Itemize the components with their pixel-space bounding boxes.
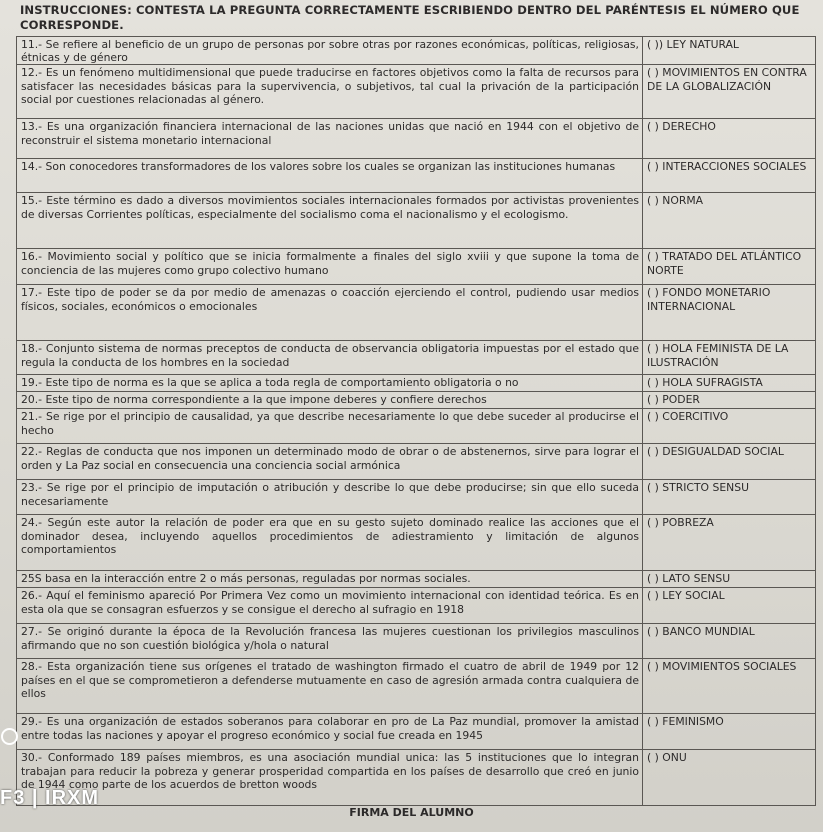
table-row bbox=[17, 588, 816, 624]
question-cell: 15.- Este término es dado a diversos movimientos sociales internacionales formados por activistas provenientes de diversas Corrientes políticas, especialmente del socialismo coma el nacionalismo y el ecologismo. bbox=[17, 193, 643, 249]
answer-cell[interactable]: ( ) LEY SOCIAL bbox=[643, 588, 816, 624]
table-row bbox=[17, 659, 816, 714]
answer-cell[interactable]: ( ) MOVIMIENTOS SOCIALES bbox=[643, 659, 816, 714]
answer-cell[interactable]: ( ) STRICTO SENSU bbox=[643, 480, 816, 515]
student-signature-label: FIRMA DEL ALUMNO bbox=[349, 806, 474, 819]
answer-cell[interactable]: ( ) HOLA FEMINISTA DE LA ILUSTRACIÓN bbox=[643, 341, 816, 375]
question-cell: 28.- Esta organización tiene sus orígenes el tratado de washington firmado el cuatro de abril de 1949 por 12 países en el que se comprometieron a defenderse mutuamente en caso de agresión armada contra cualquiera de ellos bbox=[17, 659, 643, 714]
answer-cell[interactable]: ( ) NORMA bbox=[643, 193, 816, 249]
table-row bbox=[17, 285, 816, 341]
answer-cell[interactable]: ( ) ONU bbox=[643, 750, 816, 806]
instructions: INSTRUCCIONES: CONTESTA LA PREGUNTA CORRECTAMENTE ESCRIBIENDO DENTRO DEL PARÉNTESIS EL NÚMERO QUE CORRESPONDE. bbox=[20, 3, 800, 32]
table-row bbox=[17, 159, 816, 193]
question-cell: 25S basa en la interacción entre 2 o más personas, reguladas por normas sociales. bbox=[17, 571, 643, 588]
watermark-text: F3 | IRXM bbox=[0, 787, 100, 809]
question-cell: 20.- Este tipo de norma correspondiente a la que impone deberes y confiere derechos bbox=[17, 392, 643, 409]
answer-cell[interactable]: ( ) FONDO MONETARIO INTERNACIONAL bbox=[643, 285, 816, 341]
question-cell: 22.- Reglas de conducta que nos imponen un determinado modo de obrar o de abstenernos, sirve para lograr el orden y La Paz social en consecuencia una conciencia social armónica bbox=[17, 444, 643, 480]
table-row bbox=[17, 624, 816, 659]
question-cell: 13.- Es una organización financiera internacional de las naciones unidas que nació en 1944 con el objetivo de reconstruir el sistema monetario internacional bbox=[17, 119, 643, 159]
answer-cell[interactable]: ( ) INTERACCIONES SOCIALES bbox=[643, 159, 816, 193]
table-row bbox=[17, 571, 816, 588]
question-cell: 19.- Este tipo de norma es la que se aplica a toda regla de comportamiento obligatoria o no bbox=[17, 375, 643, 392]
table-row bbox=[17, 392, 816, 409]
table-row bbox=[17, 375, 816, 392]
question-cell: 11.- Se refiere al beneficio de un grupo de personas por sobre otras por razones económicas, políticas, religiosas, étnicas y de género bbox=[17, 37, 643, 65]
table-row bbox=[17, 515, 816, 571]
answer-cell[interactable]: ( )) LEY NATURAL bbox=[643, 37, 816, 65]
table-row bbox=[17, 750, 816, 806]
question-cell: 23.- Se rige por el principio de imputación o atribución y describe lo que debe producirse; sin que ello suceda necesariamente bbox=[17, 480, 643, 515]
question-cell: 12.- Es un fenómeno multidimensional que puede traducirse en factores objetivos como la falta de recursos para satisfacer las necesidades básicas para la supervivencia, o subjetivos, tal cual la privación de la participación social por cuestiones relacionadas al género. bbox=[17, 65, 643, 119]
answer-cell[interactable]: ( ) LATO SENSU bbox=[643, 571, 816, 588]
question-cell: 16.- Movimiento social y político que se inicia formalmente a finales del siglo xviii y que supone la toma de conciencia de las mujeres como grupo colectivo humano bbox=[17, 249, 643, 285]
table-row bbox=[17, 341, 816, 375]
question-cell: 26.- Aquí el feminismo apareció Por Primera Vez como un movimiento internacional con identidad teórica. Es en esta ola que se consagran esfuerzos y se consigue el derecho al sufragio en 1918 bbox=[17, 588, 643, 624]
answer-cell[interactable]: ( ) HOLA SUFRAGISTA bbox=[643, 375, 816, 392]
answer-cell[interactable]: ( ) COERCITIVO bbox=[643, 409, 816, 444]
table-row bbox=[17, 409, 816, 444]
answer-cell[interactable]: ( ) DERECHO bbox=[643, 119, 816, 159]
question-cell: 27.- Se originó durante la época de la Revolución francesa las mujeres cuestionan los privilegios masculinos afirmando que no son cuestión biológica y/hola o natural bbox=[17, 624, 643, 659]
table-row bbox=[17, 37, 816, 65]
watermark-circle-icon bbox=[1, 728, 18, 745]
table-row bbox=[17, 480, 816, 515]
table-row bbox=[17, 193, 816, 249]
question-cell: 21.- Se rige por el principio de causalidad, ya que describe necesariamente lo que debe suceder al producirse el hecho bbox=[17, 409, 643, 444]
table-row bbox=[17, 249, 816, 285]
answer-cell[interactable]: ( ) POBREZA bbox=[643, 515, 816, 571]
answer-cell[interactable]: ( ) TRATADO DEL ATLÁNTICO NORTE bbox=[643, 249, 816, 285]
table-row bbox=[17, 119, 816, 159]
question-cell: 17.- Este tipo de poder se da por medio de amenazas o coacción ejerciendo el control, pudiendo usar medios físicos, sociales, económicos o emocionales bbox=[17, 285, 643, 341]
question-cell: 29.- Es una organización de estados soberanos para colaborar en pro de La Paz mundial, promover la amistad entre todas las naciones y apoyar el progreso económico y social fue creada en 1945 bbox=[17, 714, 643, 750]
answer-cell[interactable]: ( ) BANCO MUNDIAL bbox=[643, 624, 816, 659]
table-row bbox=[17, 444, 816, 480]
answer-cell[interactable]: ( ) PODER bbox=[643, 392, 816, 409]
question-cell: 24.- Según este autor la relación de poder era que en su gesto sujeto dominado realice las acciones que el dominador desea, incluyendo aquellos procedimientos de adiestramiento y limitación de algunos comportamientos bbox=[17, 515, 643, 571]
answer-cell[interactable]: ( ) FEMINISMO bbox=[643, 714, 816, 750]
table-row bbox=[17, 714, 816, 750]
answer-cell[interactable]: ( ) MOVIMIENTOS EN CONTRA DE LA GLOBALIZACIÓN bbox=[643, 65, 816, 119]
question-cell: 30.- Conformado 189 países miembros, es una asociación mundial unica: las 5 instituciones que lo integran trabajan para reducir la pobreza y generar prosperidad compartida en los países de desarrollo que creó en junio de 1944 como parte de los acuerdos de bretton woods bbox=[17, 750, 643, 806]
question-cell: 14.- Son conocedores transformadores de los valores sobre los cuales se organizan las instituciones humanas bbox=[17, 159, 643, 193]
answer-cell[interactable]: ( ) DESIGUALDAD SOCIAL bbox=[643, 444, 816, 480]
question-cell: 18.- Conjunto sistema de normas preceptos de conducta de observancia obligatoria impuestas por el estado que regula la conducta de los hombres en la sociedad bbox=[17, 341, 643, 375]
matching-table bbox=[16, 36, 816, 806]
table-row bbox=[17, 65, 816, 119]
